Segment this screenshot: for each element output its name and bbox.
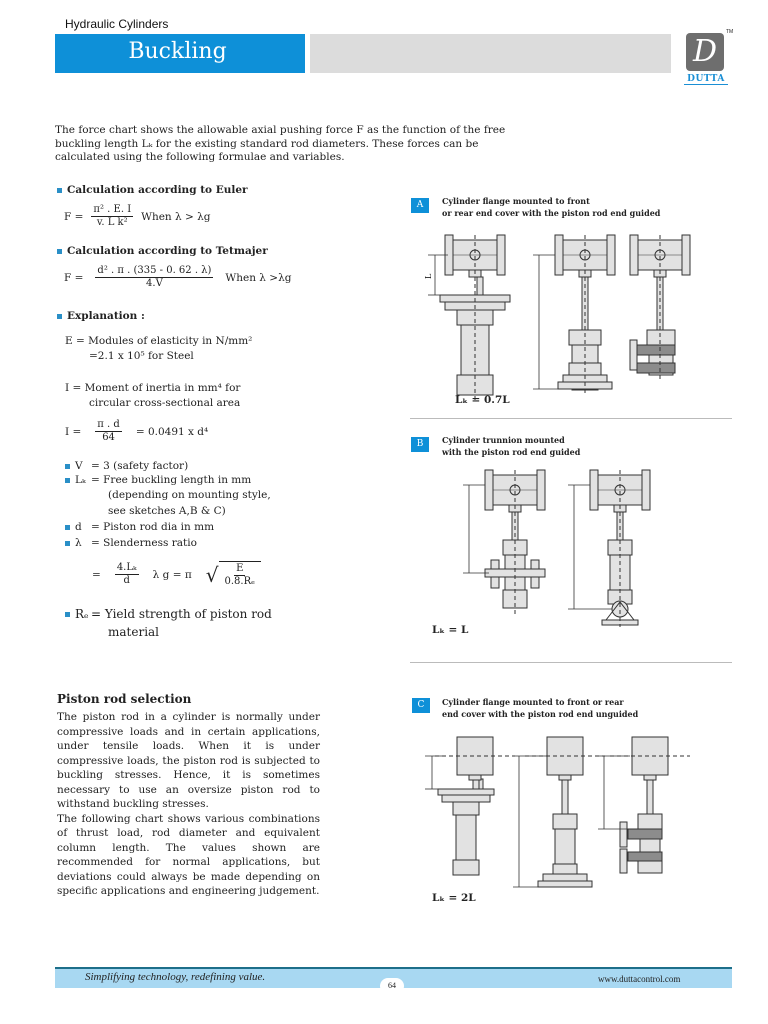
re-item: [65, 607, 272, 621]
lambda-g-lhs: λ g = π: [152, 568, 192, 581]
numerator: d² . π . (335 - 0. 62 . λ): [97, 265, 212, 276]
fraction: [95, 419, 122, 444]
piston-heading: Piston rod selection: [57, 692, 192, 706]
intro-paragraph: The force chart shows the allowable axial pushing force F as the function of the free buckling length Lₖ for the existing standard rod diameters. These forces can be calculated using the following formulae and variables.: [55, 124, 506, 163]
tetmajer-heading-text: Calculation according to Tetmajer: [67, 245, 268, 257]
description: = Free buckling length in mm: [91, 474, 252, 486]
denominator: 4.V: [146, 278, 163, 289]
bullet-icon: [65, 525, 70, 530]
numerator: 4.Lₖ: [116, 562, 137, 573]
description: = Slenderness ratio: [91, 537, 197, 549]
divider: [410, 662, 732, 663]
numerator: π . d: [97, 419, 120, 430]
formula-lhs: I =: [65, 425, 82, 438]
lk-desc-3: see sketches A,B & C): [108, 505, 226, 517]
sketch-b-formula: Lₖ = L: [432, 624, 469, 636]
formula-lhs: F =: [64, 271, 84, 284]
v-item: [65, 460, 188, 472]
e-definition: E = Modules of elasticity in N/mm²: [65, 335, 253, 347]
description: = 3 (safety factor): [91, 460, 189, 472]
bullet-icon: [65, 464, 70, 469]
fraction: [219, 561, 261, 588]
sketch-label-a: A: [411, 198, 429, 213]
d-item: [65, 521, 214, 533]
denominator: 64: [102, 432, 115, 443]
caption-line: Cylinder trunnion mounted: [442, 435, 565, 445]
footer-url[interactable]: www.duttacontrol.com: [598, 974, 681, 984]
symbol: Rₑ: [75, 607, 89, 621]
sqrt-icon: √: [205, 562, 219, 587]
tetmajer-heading: [57, 245, 268, 257]
bullet-icon: [65, 478, 70, 483]
divider: [410, 418, 732, 419]
equals: =: [92, 568, 101, 581]
sketch-label-c: C: [412, 698, 430, 713]
numerator: π² . E. I: [93, 204, 132, 215]
sketch-label-b: B: [411, 437, 429, 452]
sketch-b-front-trunnion: [455, 470, 550, 620]
formula-rhs: = 0.0491 x d⁴: [135, 425, 209, 438]
bullet-icon: [57, 249, 62, 254]
logo-text: DUTTA: [684, 74, 728, 85]
bullet-icon: [65, 541, 70, 546]
e-value: =2.1 x 10⁵ for Steel: [89, 350, 194, 362]
description: = Yield strength of piston rod: [91, 607, 272, 621]
lk-item: [65, 474, 251, 486]
sketch-a-intermediate-flange: [615, 235, 695, 380]
sketch-c-formula: Lₖ = 2L: [432, 892, 476, 904]
dutta-logo: D: [686, 33, 724, 71]
sketch-b-caption: [442, 434, 580, 458]
section-label: Hydraulic Cylinders: [65, 17, 169, 31]
bullet-icon: [57, 314, 62, 319]
i-formula: [65, 419, 208, 444]
fraction: [91, 204, 133, 229]
paragraph-1: The piston rod in a cylinder is normally under compressive loads and in certain applications, under tensile loads. When it is under compressive loads, the piston rod is subjected to buckling stresses. Hence, it is sometimes necessary to use an oversize piston rod to withstand buckling stresses.: [57, 711, 320, 810]
logo-trademark: TM: [726, 29, 734, 35]
square-root: [206, 561, 261, 588]
sketch-a-caption: [442, 195, 660, 219]
sketch-b-rear-trunnion: [560, 470, 655, 625]
paragraph-2: The following chart shows various combinations of thrust load, rod diameter and equivalent column length. The values shown are recommended for normal applications, but deviations could always be made depending on specific applications and engineering judgement.: [57, 812, 320, 897]
caption-line: Cylinder flange mounted to front or rear: [442, 697, 624, 707]
dimension-label: L: [424, 273, 433, 279]
condition: When λ >λg: [225, 271, 292, 284]
slenderness-formula: [92, 561, 261, 588]
formula-lhs: F =: [64, 210, 84, 223]
euler-formula: [64, 204, 211, 229]
condition: When λ > λg: [141, 210, 211, 223]
page-title-bar: [55, 34, 305, 73]
explanation-heading: [57, 310, 145, 322]
bullet-icon: [57, 188, 62, 193]
caption-line: or rear end cover with the piston rod end guided: [442, 208, 661, 218]
footer-slogan: Simplifying technology, redefining value.: [85, 971, 266, 983]
numerator: E: [236, 563, 244, 574]
i-definition-cont: circular cross-sectional area: [89, 397, 241, 409]
euler-heading: [57, 184, 248, 196]
i-definition: I = Moment of inertia in mm⁴ for: [65, 382, 241, 394]
re-desc-2: material: [108, 625, 160, 639]
piston-paragraph: [57, 710, 320, 899]
fraction: [95, 265, 213, 290]
lk-desc-2: (depending on mounting style,: [108, 489, 271, 501]
symbol: d: [75, 521, 82, 533]
sketch-c-intermediate-flange: [595, 737, 685, 877]
sketch-a-front-flange: [420, 235, 510, 410]
denominator: d: [123, 575, 130, 586]
caption-line: end cover with the piston rod end unguided: [442, 709, 639, 719]
bullet-icon: [65, 612, 70, 617]
denominator: v. L k²: [96, 217, 128, 228]
page-number: 64: [380, 978, 404, 994]
explanation-heading-text: Explanation :: [67, 310, 145, 322]
description: = Piston rod dia in mm: [91, 521, 215, 533]
fraction: [115, 562, 139, 587]
sketch-c-front-flange: [420, 737, 510, 887]
caption-line: with the piston rod end guided: [442, 447, 581, 457]
header-gray-bar: [310, 34, 671, 73]
page-title: Buckling: [128, 39, 227, 64]
sketch-c-rear-flange: [510, 737, 600, 892]
tetmajer-formula: [64, 265, 291, 290]
euler-heading-text: Calculation according to Euler: [67, 184, 248, 196]
caption-line: Cylinder flange mounted to front: [442, 196, 590, 206]
symbol: Lₖ: [75, 474, 86, 486]
denominator: 0.8.Rₑ: [224, 576, 255, 587]
symbol: V: [75, 460, 83, 472]
symbol: λ: [75, 537, 82, 549]
sketch-a-formula: Lₖ = 0.7L: [455, 394, 510, 406]
sketch-c-caption: [442, 696, 638, 720]
lambda-item: [65, 537, 197, 549]
sketch-a-rear-flange: [525, 235, 615, 395]
